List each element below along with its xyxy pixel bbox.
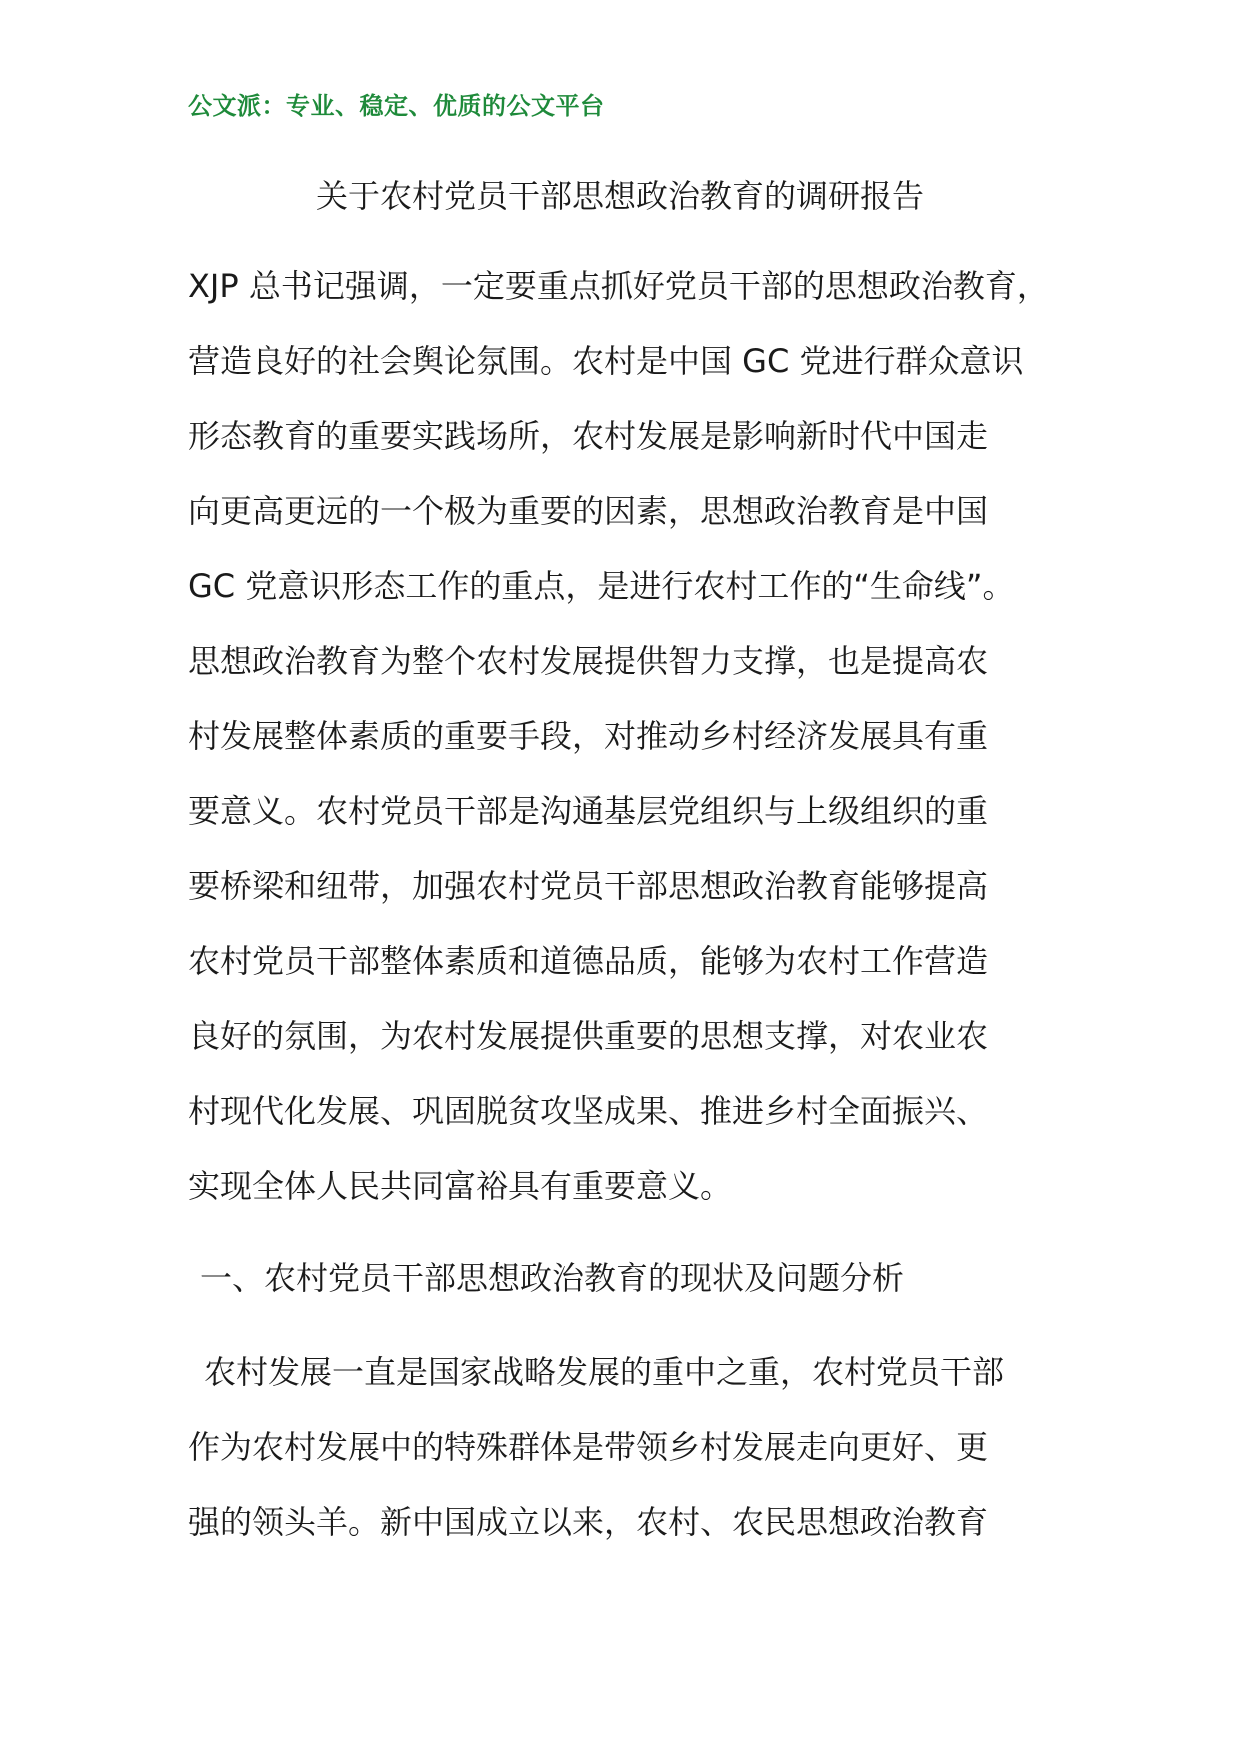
paragraph-line: 村现代化发展、巩固脱贫攻坚成果、推进乡村全面振兴、 [188,1092,989,1130]
paragraph-intro [188,266,1088,1241]
paragraph-line: 向更高更远的一个极为重要的因素，思想政治教育是中国 [188,492,989,530]
paragraph-line: 良好的氛围，为农村发展提供重要的思想支撑，对农业农 [188,1017,989,1055]
paragraph-line: 要桥梁和纽带，加强农村党员干部思想政治教育能够提高 [188,867,989,905]
document-title: 关于农村党员干部思想政治教育的调研报告 [315,177,924,215]
paragraph-section1 [188,1352,1088,1577]
paragraph-line: XJP 总书记强调，一定要重点抓好党员干部的思想政治教育， [188,267,1049,305]
paragraph-line: 营造良好的社会舆论氛围。农村是中国 GC 党进行群众意识 [188,342,1024,380]
section-heading: 一、农村党员干部思想政治教育的现状及问题分析 [200,1259,905,1297]
paragraph-line: GC 党意识形态工作的重点，是进行农村工作的“生命线”。 [188,567,1015,605]
paragraph-line: 村发展整体素质的重要手段，对推动乡村经济发展具有重 [188,717,989,755]
paragraph-line: 农村发展一直是国家战略发展的重中之重，农村党员干部 [204,1353,1005,1391]
paragraph-line: 思想政治教育为整个农村发展提供智力支撑，也是提高农 [188,642,989,680]
paragraph-line: 农村党员干部整体素质和道德品质，能够为农村工作营造 [188,942,989,980]
header-banner: 公文派：专业、稳定、优质的公文平台 [188,91,605,120]
paragraph-line: 强的领头羊。新中国成立以来，农村、农民思想政治教育 [188,1503,989,1541]
paragraph-line: 要意义。农村党员干部是沟通基层党组织与上级组织的重 [188,792,989,830]
paragraph-line: 形态教育的重要实践场所，农村发展是影响新时代中国走 [188,417,989,455]
paragraph-line: 作为农村发展中的特殊群体是带领乡村发展走向更好、更 [188,1428,989,1466]
paragraph-line: 实现全体人民共同富裕具有重要意义。 [188,1167,733,1205]
